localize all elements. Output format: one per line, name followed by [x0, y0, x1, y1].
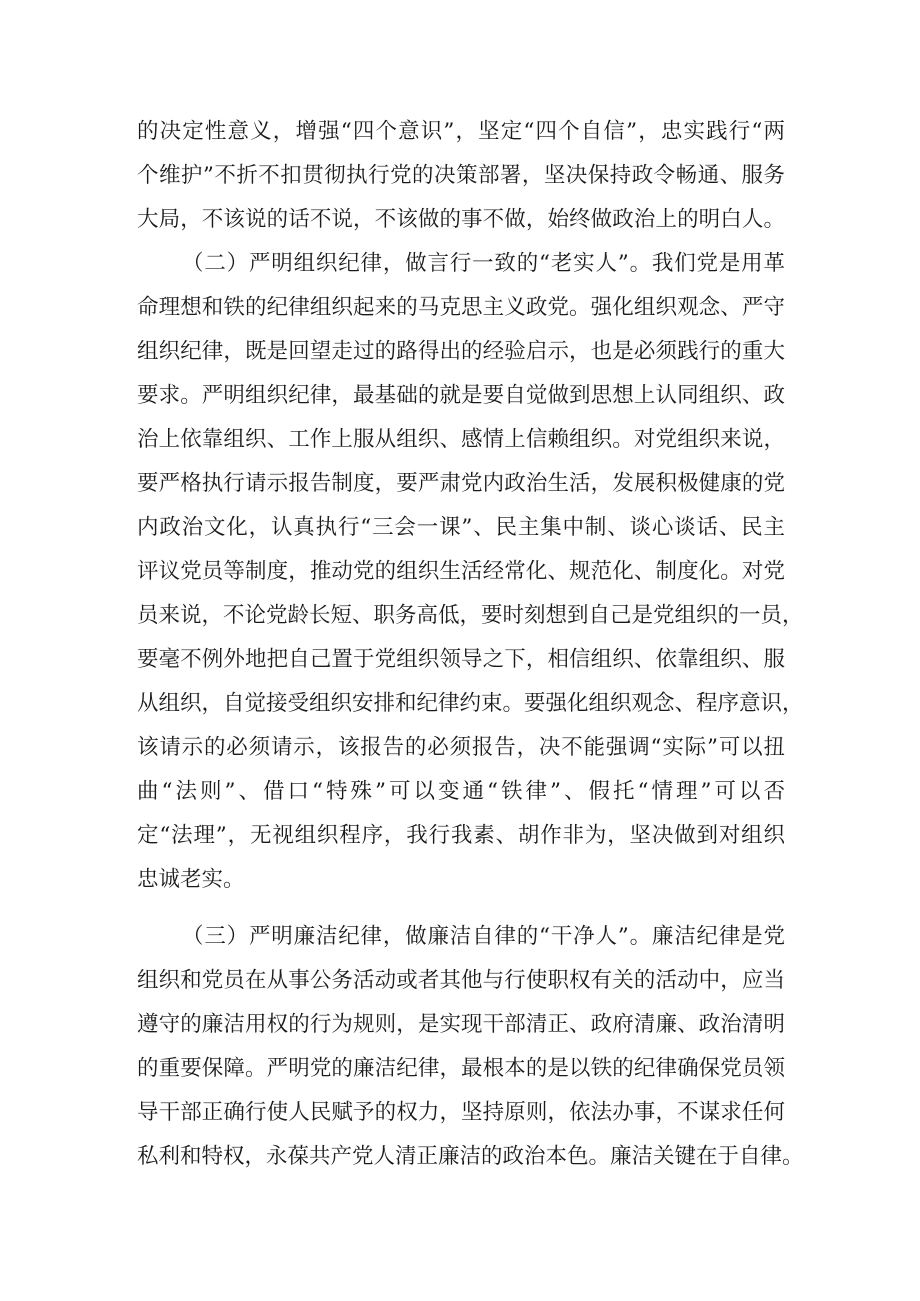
text-line: 组织和党员在从事公务活动或者其他与行使职权有关的活动中，应当: [137, 968, 785, 993]
text-line: 忠诚老实。: [137, 867, 245, 892]
text-line: 的决定性意义，增强“四个意识”，坚定“四个自信”，忠实践行“两: [137, 119, 785, 144]
text-line: 员来说，不论党龄长短、职务高低，要时刻想到自己是党组织的一员，: [137, 603, 804, 628]
text-line: 内政治文化，认真执行“三会一课”、民主集中制、谈心谈话、民主: [137, 515, 785, 540]
text-line: 该请示的必须请示，该报告的必须报告，决不能强调“实际”可以扭: [137, 735, 785, 760]
text-line: 从组织，自觉接受组织安排和纪律约束。要强化组织观念、程序意识，: [137, 691, 804, 716]
text-line: 治上依靠组织、工作上服从组织、感情上信赖组织。对党组织来说，: [137, 427, 785, 452]
text-line: 定“法理”，无视组织程序，我行我素、胡作非为，坚决做到对组织: [137, 823, 785, 848]
text-line: 要毫不例外地把自己置于党组织领导之下，相信组织、依靠组织、服: [137, 647, 785, 672]
text-line: 的重要保障。严明党的廉洁纪律，最根本的是以铁的纪律确保党员领: [137, 1056, 785, 1081]
text-line: 私利和特权，永葆共产党人清正廉洁的政治本色。廉洁关键在于自律。: [137, 1144, 804, 1169]
text-line: 要严格执行请示报告制度，要严肃党内政治生活，发展积极健康的党: [137, 471, 785, 496]
text-line: 评议党员等制度，推动党的组织生活经常化、规范化、制度化。对党: [137, 559, 785, 584]
text-line: 个维护”不折不扣贯彻执行党的决策部署，坚决保持政令畅通、服务: [137, 163, 785, 188]
text-line: 曲“法则”、借口“特殊”可以变通“铁律”、假托“情理”可以否: [137, 779, 785, 804]
text-line: 要求。严明组织纪律，最基础的就是要自觉做到思想上认同组织、政: [137, 383, 785, 408]
paragraph-heading-2: （二）严明组织纪律，做言行一致的“老实人”。我们党是用革: [182, 251, 785, 276]
text-line: 遵守的廉洁用权的行为规则，是实现干部清正、政府清廉、政治清明: [137, 1012, 785, 1037]
text-line: 大局，不该说的话不说，不该做的事不做，始终做政治上的明白人。: [137, 207, 785, 232]
paragraph-heading-3: （三）严明廉洁纪律，做廉洁自律的“干净人”。廉洁纪律是党: [182, 924, 785, 949]
text-line: 组织纪律，既是回望走过的路得出的经验启示，也是必须践行的重大: [137, 339, 785, 364]
text-line: 命理想和铁的纪律组织起来的马克思主义政党。强化组织观念、严守: [137, 295, 785, 320]
text-line: 导干部正确行使人民赋予的权力，坚持原则，依法办事，不谋求任何: [137, 1100, 785, 1125]
